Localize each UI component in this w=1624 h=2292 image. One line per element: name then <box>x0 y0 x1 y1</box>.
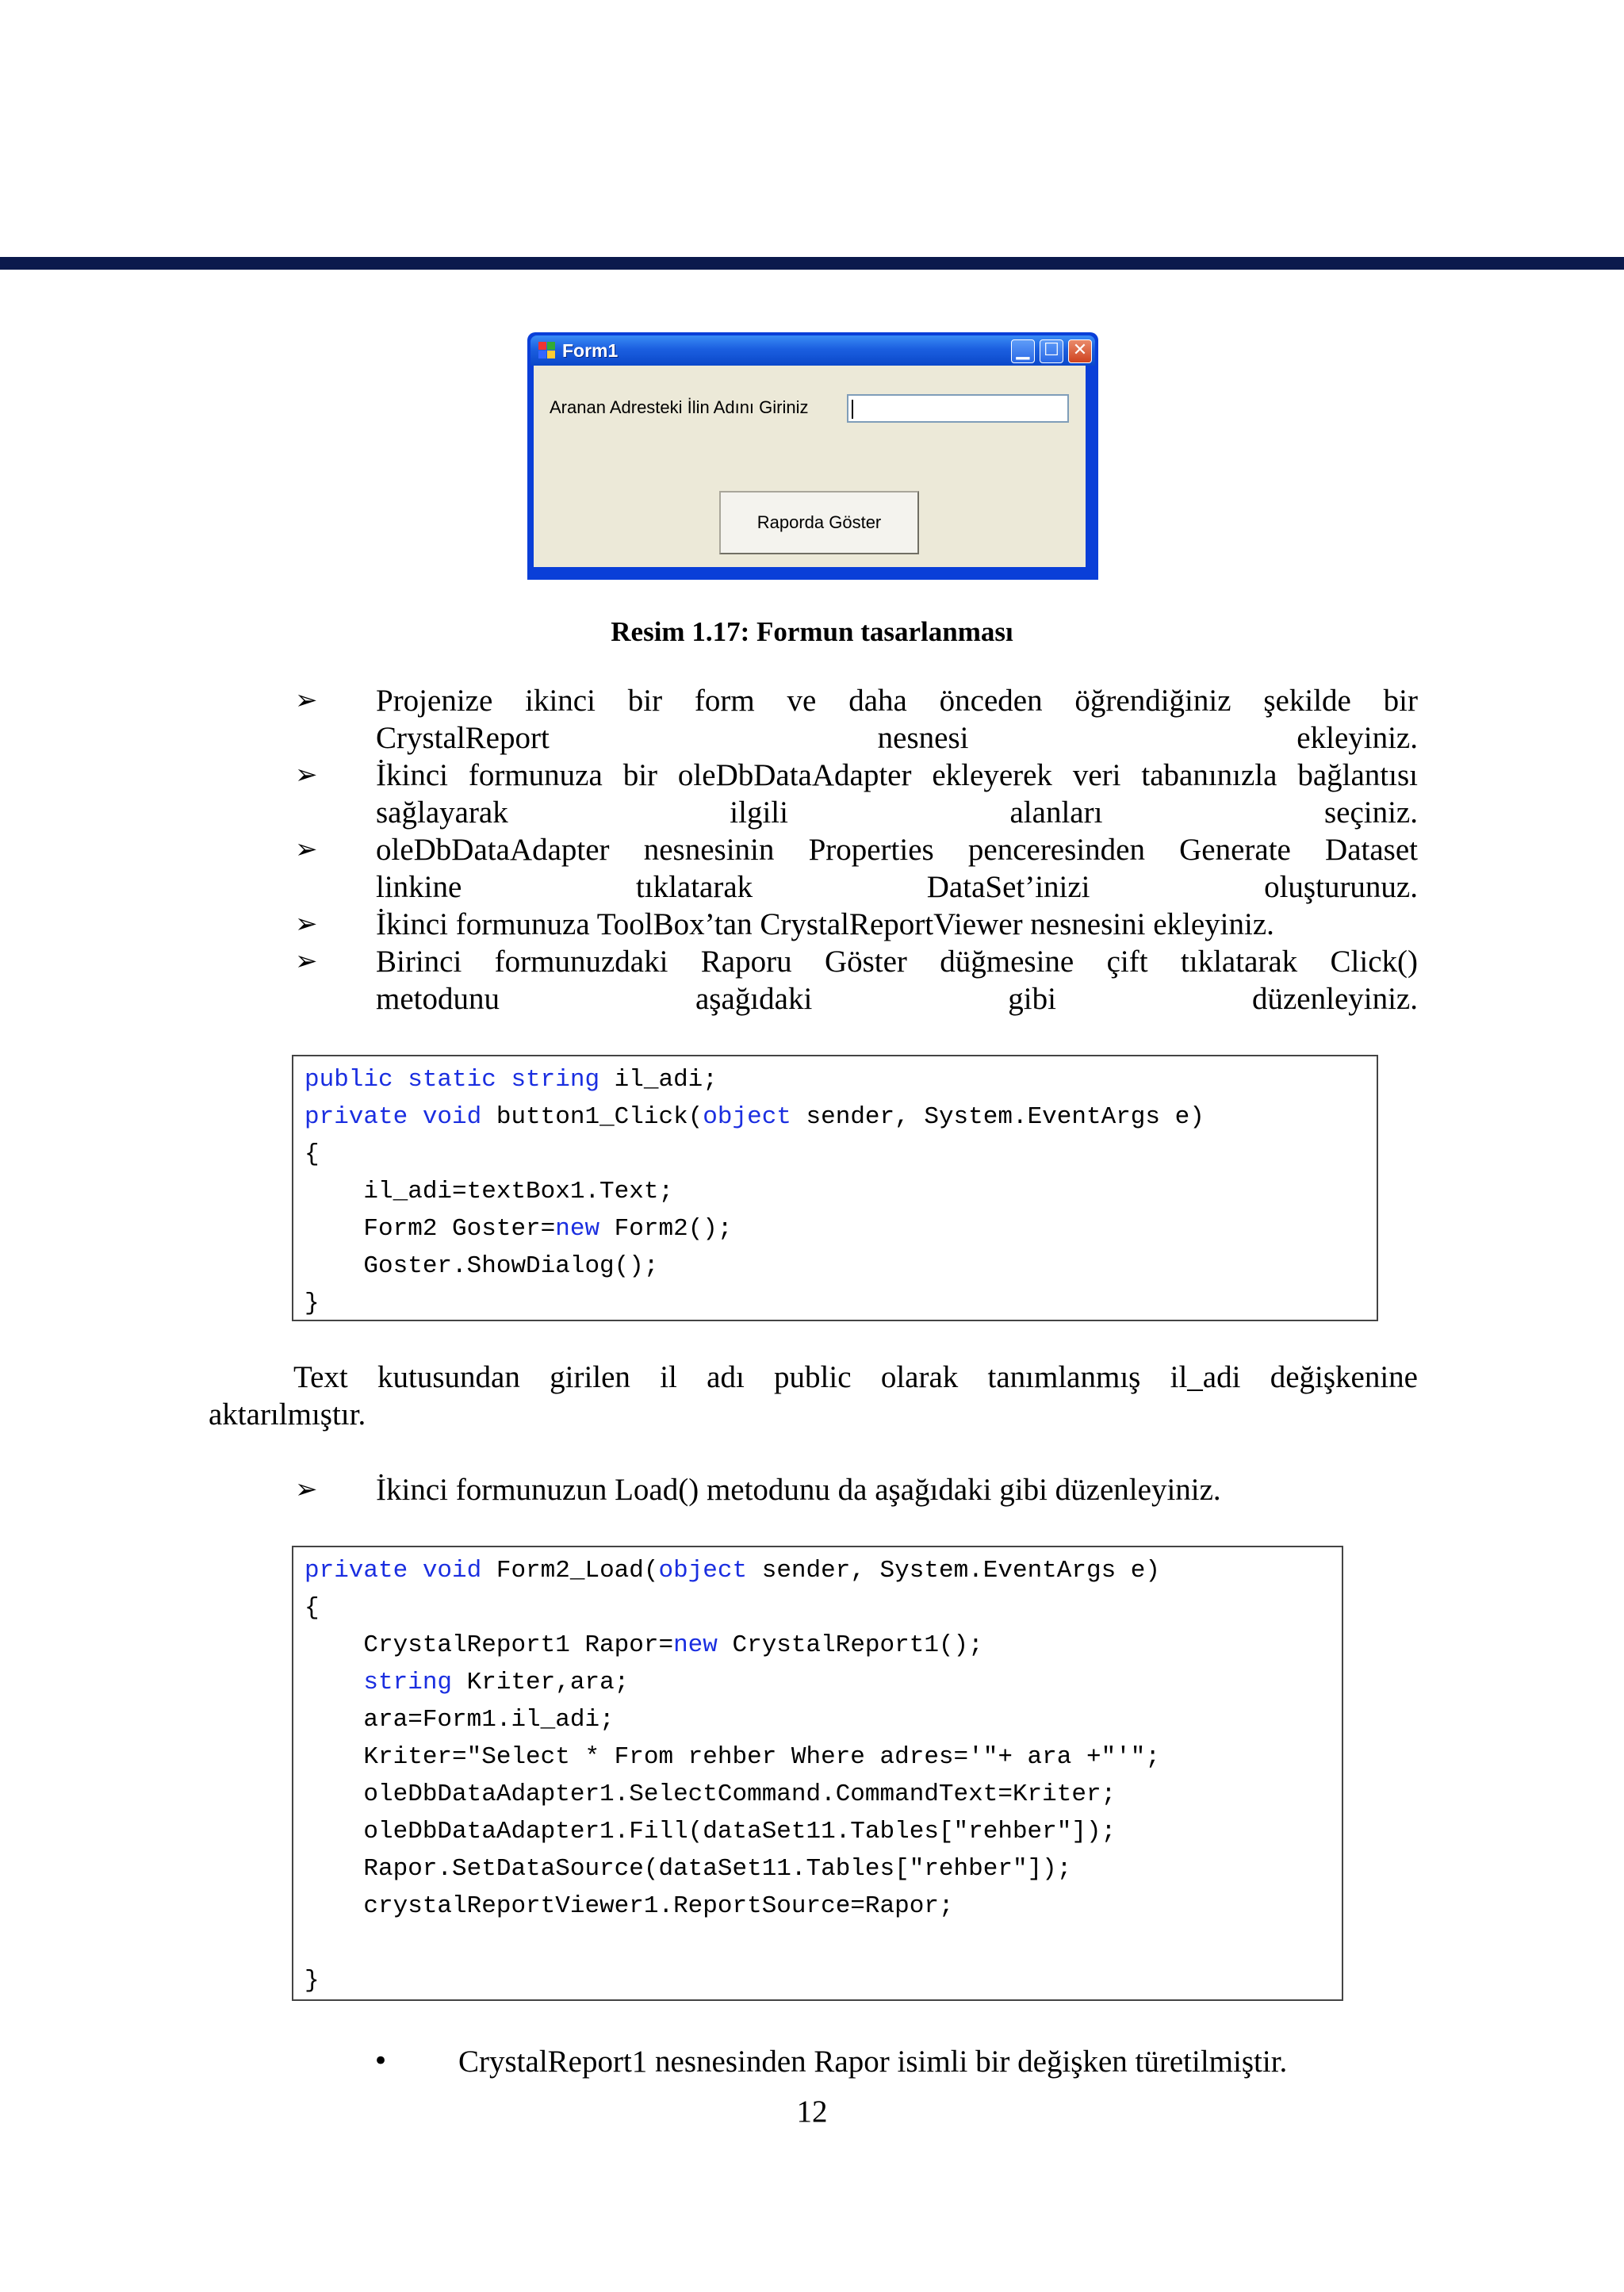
bullet-line: İkinci formunuza ToolBox’tan CrystalReportViewer nesnesini ekleyiniz. <box>376 907 1274 941</box>
bullet-line: oleDbDataAdapter nesnesinin Properties penceresinden Generate Dataset <box>376 833 1418 867</box>
code-line: Goster.ShowDialog(); <box>304 1252 659 1280</box>
bullet-arrow-icon: ➢ <box>295 834 318 865</box>
code-line: } <box>304 1290 320 1317</box>
window-title: Form1 <box>562 340 619 361</box>
code-line: } <box>304 1967 320 1995</box>
bullet-item <box>376 831 1418 906</box>
bullet-line: İkinci formunuza bir oleDbDataAdapter ekleyerek veri tabanınızla bağlantısı <box>376 758 1418 792</box>
close-button[interactable]: ✕ <box>1068 339 1092 363</box>
window-titlebar[interactable] <box>530 335 1095 366</box>
bullet-arrow-icon: ➢ <box>295 945 318 977</box>
bullet-arrow-icon: ➢ <box>295 684 318 716</box>
city-input[interactable] <box>847 394 1069 423</box>
final-bullet-text: CrystalReport1 nesnesinden Rapor isimli bir değişken türetilmiştir. <box>458 2045 1288 2079</box>
page-number: 12 <box>796 2095 828 2129</box>
show-report-button[interactable]: Raporda Göster <box>719 491 919 554</box>
bullet-item <box>376 682 1418 757</box>
code-line: { <box>304 1594 320 1622</box>
code-line: crystalReportViewer1.ReportSource=Rapor; <box>304 1892 954 1920</box>
city-label: Aranan Adresteki İlin Adını Giriniz <box>550 397 809 417</box>
text-caret <box>852 400 853 419</box>
bullet-item <box>376 906 1418 943</box>
code-line: CrystalReport1 Rapor=new CrystalReport1(); <box>304 1631 983 1659</box>
bullet-line: CrystalReport nesnesi ekleyiniz. <box>376 721 1418 755</box>
app-icon <box>538 342 556 359</box>
form1-window <box>527 332 1098 580</box>
code-block-load <box>292 1546 1343 2001</box>
bullet-item <box>376 943 1418 1018</box>
bullet-line: sağlayarak ilgili alanları seçiniz. <box>376 795 1418 830</box>
code-line: il_adi=textBox1.Text; <box>304 1178 674 1205</box>
code-line: string Kriter,ara; <box>363 1669 630 1696</box>
bullet-line: metodunu aşağıdaki gibi düzenleyiniz. <box>376 982 1418 1016</box>
paragraph-line: Text kutusundan girilen il adı public olarak tanımlanmış il_adi değişkenine <box>293 1360 1418 1394</box>
dot-bullet-icon: • <box>373 2045 389 2077</box>
code-line: public static string il_adi; <box>304 1066 718 1094</box>
code-line: private void Form2_Load(object sender, System.EventArgs e) <box>304 1557 1161 1585</box>
figure-caption: Resim 1.17: Formun tasarlanması <box>611 616 1013 647</box>
bullet-line: Birinci formunuzdaki Raporu Göster düğmesine çift tıklatarak Click() <box>376 945 1418 979</box>
maximize-button[interactable]: ☐ <box>1040 339 1063 363</box>
code-line: Rapor.SetDataSource(dataSet11.Tables["rehber"]); <box>304 1855 1072 1883</box>
header-rule <box>0 257 1624 270</box>
window-client-area <box>534 366 1086 567</box>
bullet-line: linkine tıklatarak DataSet’inizi oluşturunuz. <box>376 870 1418 904</box>
code-line: Kriter="Select * From rehber Where adres='"+ ara +"'"; <box>304 1743 1160 1771</box>
bullet-item: İkinci formunuzun Load() metodunu da aşağıdaki gibi düzenleyiniz. <box>376 1473 1221 1507</box>
bullet-line: Projenize ikinci bir form ve daha önceden öğrendiğiniz şekilde bir <box>376 684 1418 718</box>
code-line: Form2 Goster=new Form2(); <box>304 1215 733 1243</box>
code-line: ara=Form1.il_adi; <box>304 1706 615 1734</box>
bullet-arrow-icon: ➢ <box>295 908 318 940</box>
paragraph-line: aktarılmıştır. <box>209 1397 366 1432</box>
code-line: private void button1_Click(object sender, System.EventArgs e) <box>304 1103 1205 1131</box>
code-line: { <box>304 1140 320 1168</box>
code-line: oleDbDataAdapter1.Fill(dataSet11.Tables["rehber"]); <box>304 1818 1116 1845</box>
bullet-arrow-icon: ➢ <box>295 759 318 791</box>
code-block-click <box>292 1055 1378 1321</box>
code-line: oleDbDataAdapter1.SelectCommand.CommandText=Kriter; <box>304 1780 1116 1808</box>
bullet-item <box>376 757 1418 831</box>
bullet-arrow-icon: ➢ <box>295 1474 318 1505</box>
minimize-button[interactable]: ▁ <box>1011 339 1035 363</box>
